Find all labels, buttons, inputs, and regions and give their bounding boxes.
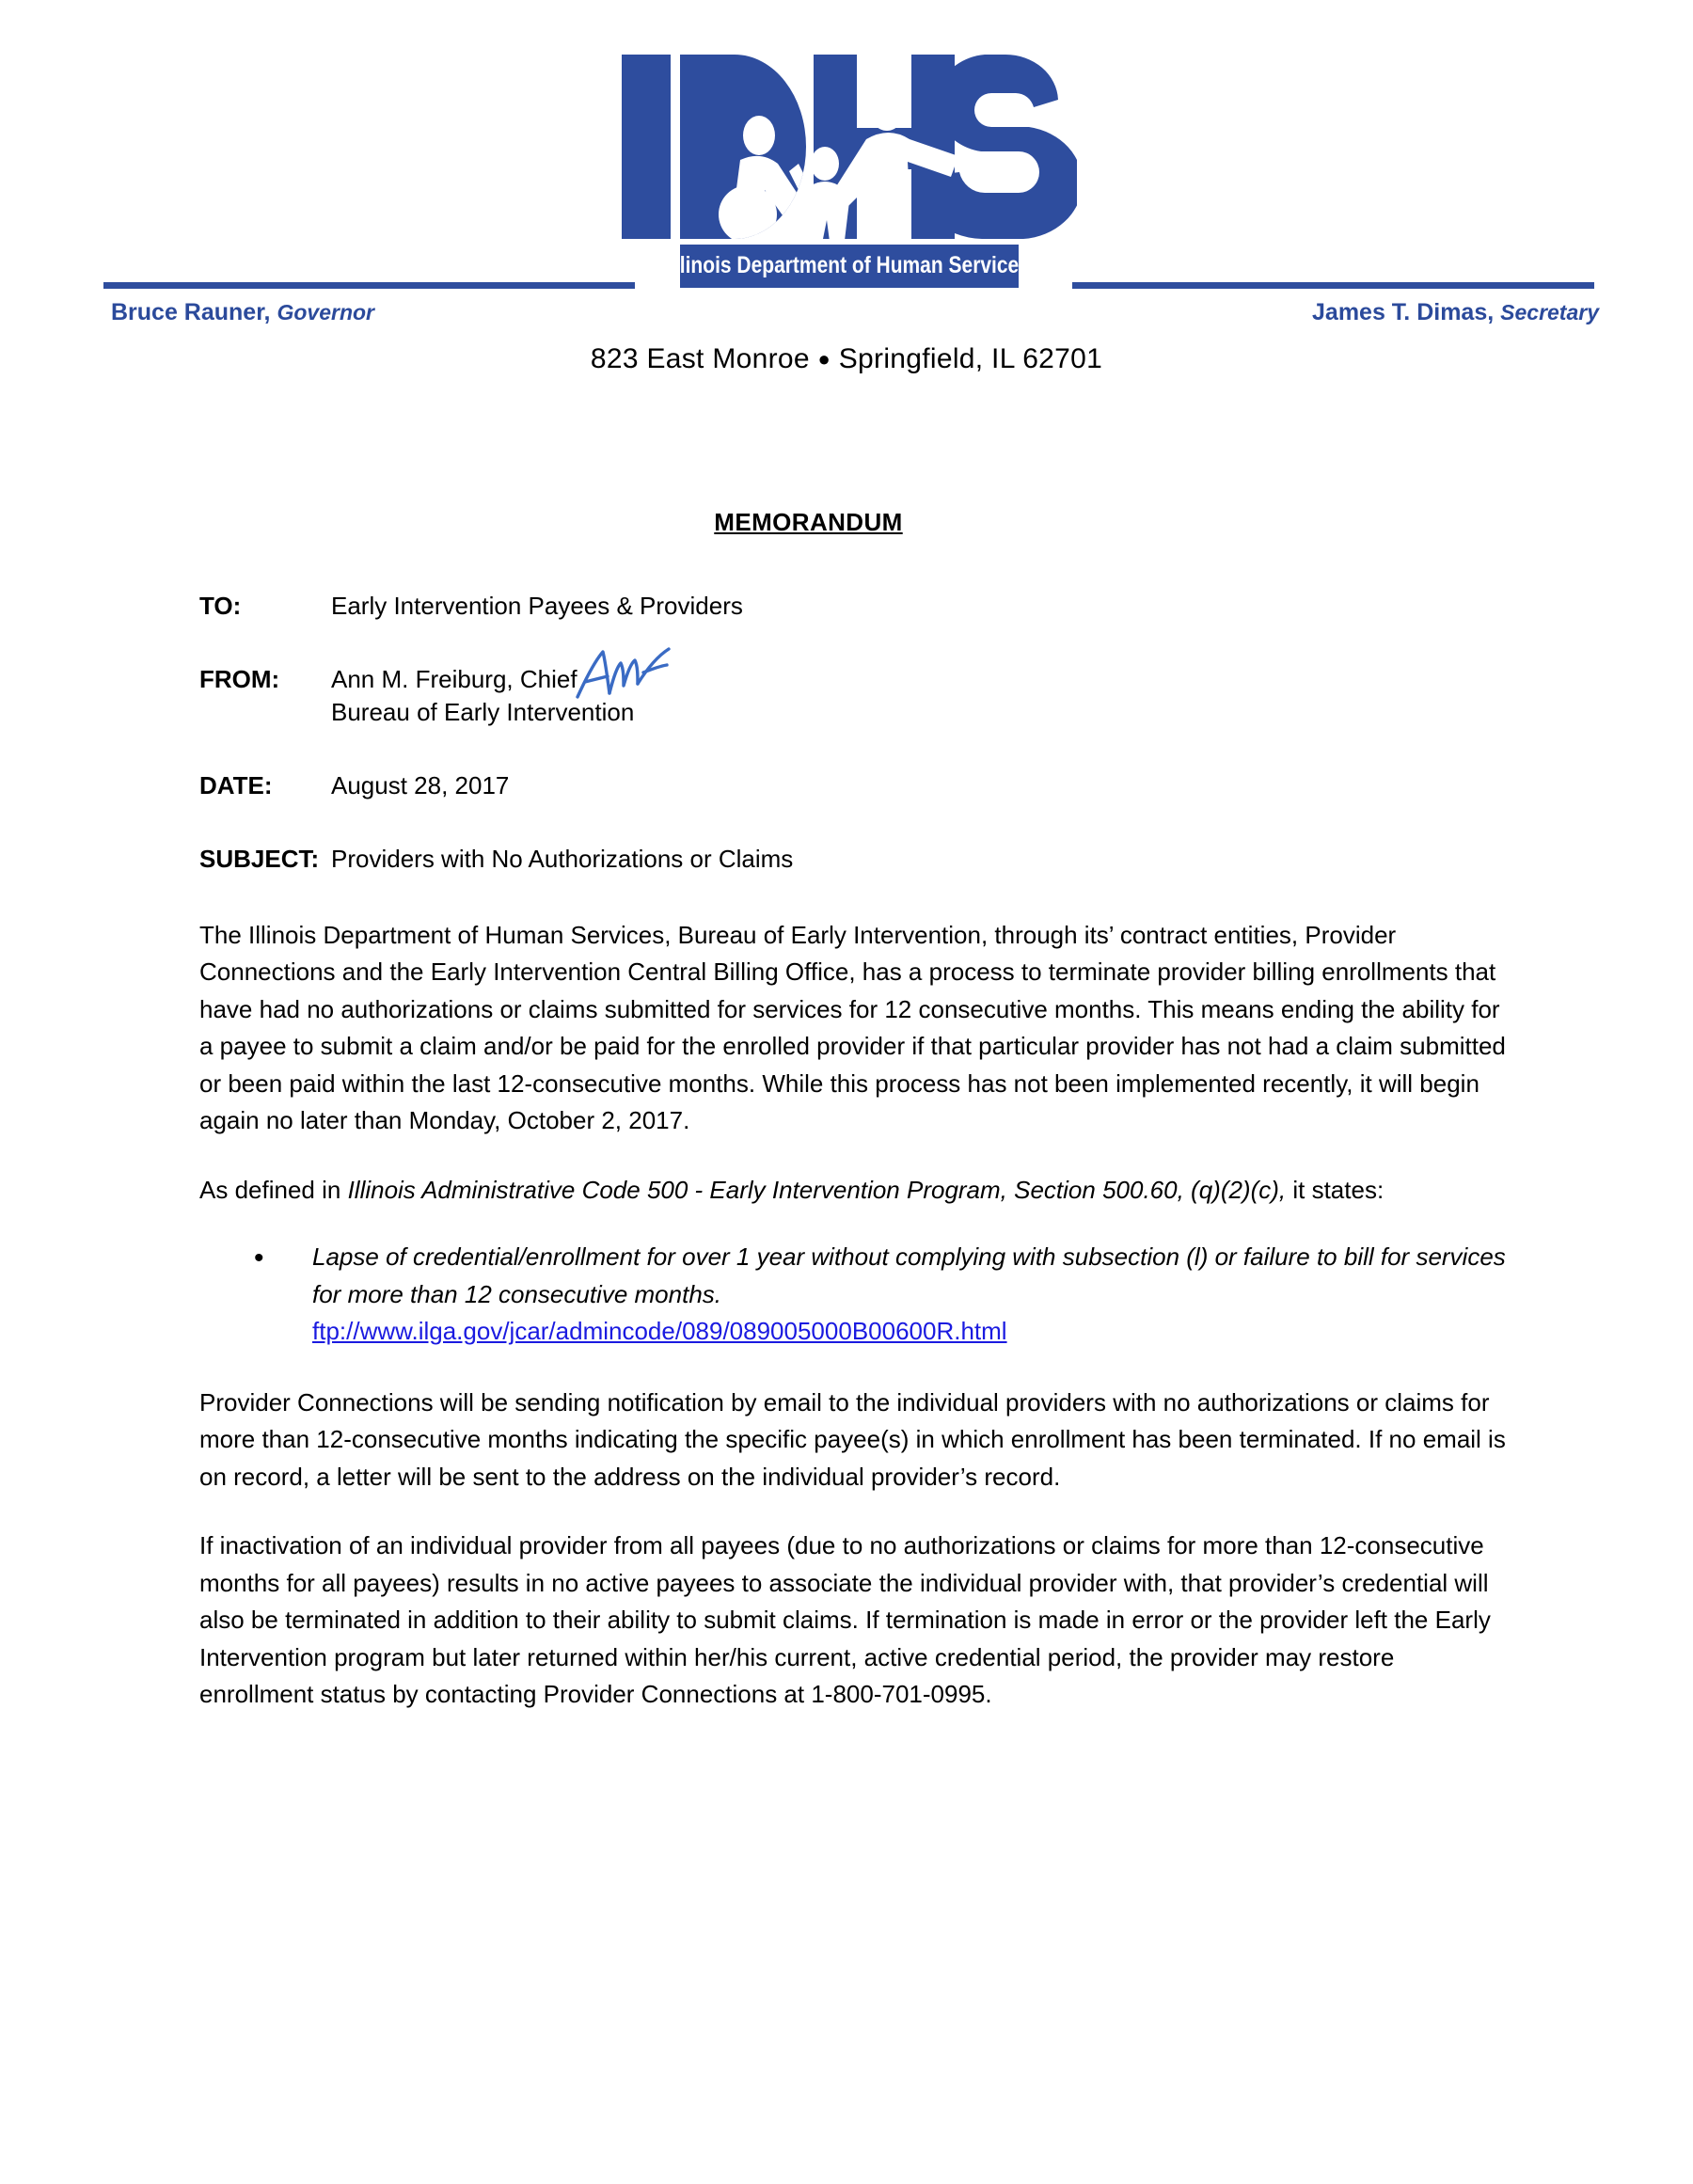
page-title: MEMORANDUM — [714, 508, 903, 536]
address-street: 823 East Monroe — [590, 343, 810, 374]
idhs-logo — [616, 49, 1077, 293]
memo-field-subject — [199, 843, 1511, 875]
secretary-credit — [1312, 299, 1599, 326]
from-value — [331, 663, 634, 728]
citation-reference: Illinois Administrative Code 500 - Early Intervention Program, Section 500.60, (q)(2)(c), — [347, 1175, 1287, 1204]
from-name-title: Ann M. Freiburg, Chief — [331, 665, 578, 694]
memo-body — [199, 442, 1511, 1746]
memo-field-to — [199, 590, 1511, 622]
from-label: FROM: — [199, 665, 280, 694]
memo-header-fields — [199, 590, 1511, 876]
paragraph-notification: Provider Connections will be sending notification by email to the individual providers with no authorizations or claims for more than 12-consecutive months indicating the specific payee(s) in which enrollment has been terminated. If no email is on record, a letter will be sent to the address on the individual provider’s record. — [199, 1387, 1506, 1491]
list-item — [254, 1239, 1511, 1351]
memo-field-from — [199, 663, 1511, 728]
letterhead — [0, 0, 1693, 395]
subject-value: Providers with No Authorizations or Claims — [331, 845, 794, 874]
citation-suffix: it states: — [1286, 1175, 1384, 1204]
idhs-logo-banner-text: Illinois Department of Human Services — [669, 251, 1030, 278]
header-rule-right — [1072, 282, 1594, 289]
to-label: TO: — [199, 592, 242, 620]
date-label: DATE: — [199, 770, 273, 799]
header-rule-left — [103, 282, 635, 289]
from-bureau: Bureau of Early Intervention — [331, 697, 635, 726]
citation-bullet-list — [199, 1239, 1511, 1351]
governor-role: Governor — [277, 300, 374, 324]
address-city-state-zip: Springfield, IL 62701 — [838, 343, 1103, 374]
bullet-content — [312, 1239, 1511, 1351]
secretary-role: Secretary — [1500, 300, 1599, 324]
paragraph-citation-intro — [199, 1172, 1511, 1210]
bullet-quote: Lapse of credential/enrollment for over 1 year without complying with subsection (l) or failure to bill for services for more than 12 consecutive months. — [312, 1242, 1506, 1308]
citation-prefix: As defined in — [199, 1175, 348, 1204]
bullet-marker-icon: • — [254, 1242, 264, 1274]
date-value: August 28, 2017 — [331, 770, 510, 799]
paragraph-inactivation: If inactivation of an individual provider from all payees (due to no authorizations or claims for more than 12-consecutive months for all payees) results in no active payees to associate the individual provider with, that provider’s credential will also be terminated in addition to their ability to submit claims. If termination is made in error or the provider left the Early Intervention program but later returned within her/his current, active credential period, the provider may restore enrollment status by contacting Provider Connections at 1-800-701-0995. — [199, 1531, 1491, 1709]
address-line — [0, 343, 1693, 375]
address-separator-icon: ● — [817, 347, 831, 371]
memo-field-date — [199, 769, 1511, 801]
admincode-link[interactable]: ftp://www.ilga.gov/jcar/admincode/089/089005000B00600R.html — [312, 1317, 1007, 1346]
governor-credit — [111, 299, 374, 326]
paragraph-overview: The Illinois Department of Human Services, Bureau of Early Intervention, through its’ contract entities, Provider Connections and the Early Intervention Central Billing Office, has a process to terminate provider billing enrollments that have had no authorizations or claims submitted for services for 12 consecutive months. This means ending the ability for a payee to submit a claim and/or be paid for the enrolled provider if that particular provider has not had a claim submitted or been paid within the last 12-consecutive months. While this process has not been implemented recently, it will begin again no later than Monday, October 2, 2017. — [199, 920, 1506, 1135]
subject-label: SUBJECT: — [199, 845, 320, 874]
governor-name: Bruce Rauner, — [111, 299, 271, 325]
to-value: Early Intervention Payees & Providers — [331, 592, 743, 620]
secretary-name: James T. Dimas, — [1312, 299, 1495, 325]
